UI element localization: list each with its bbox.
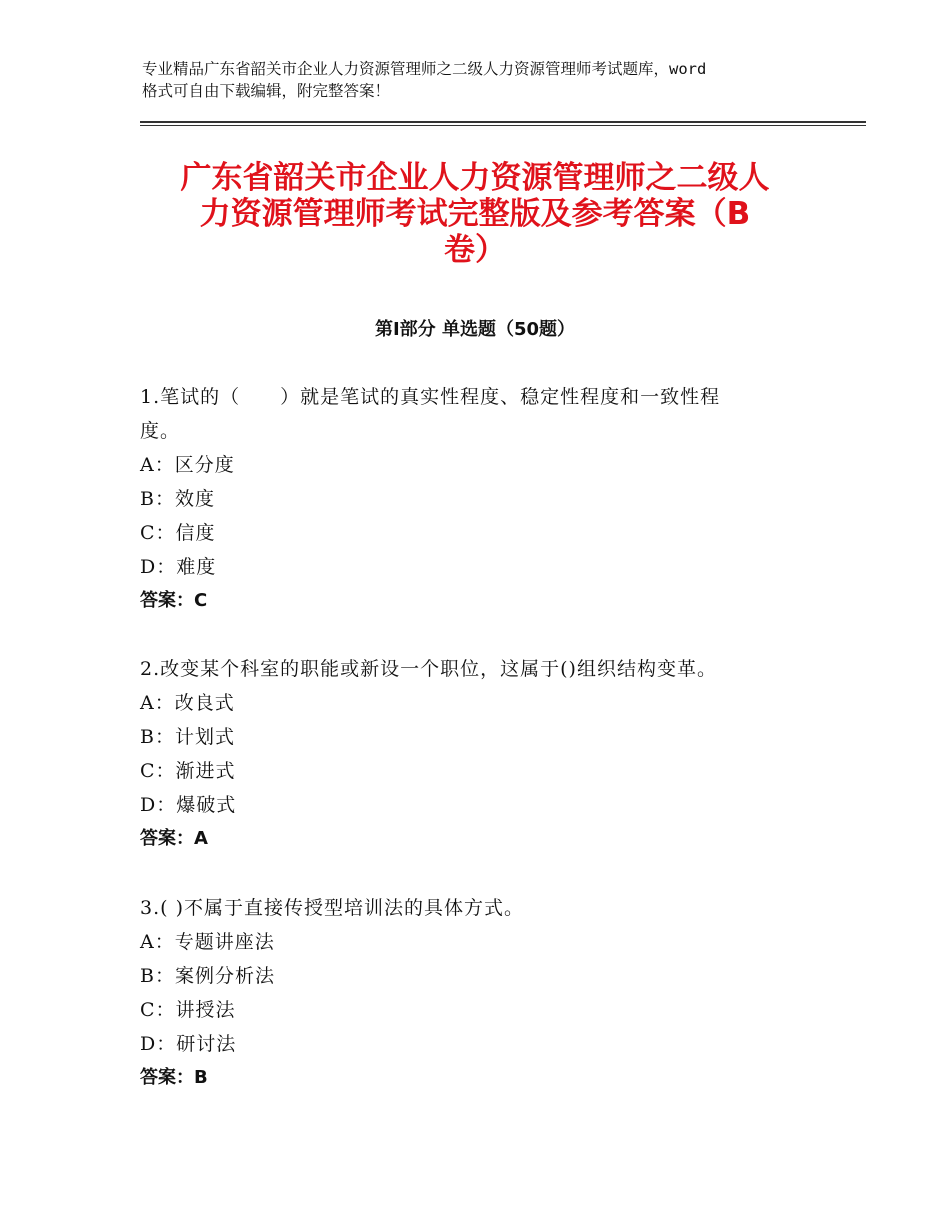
document-title [140, 160, 810, 268]
option-b: B：计划式 [140, 726, 235, 748]
option-b: B：案例分析法 [140, 965, 275, 987]
option-c: C：讲授法 [140, 999, 236, 1021]
answer [140, 584, 820, 618]
answer-label: 答案： [140, 590, 194, 611]
answer-value: A [194, 828, 208, 849]
title-line-2: 力资源管理师考试完整版及参考答案（B [199, 196, 751, 232]
answer [140, 822, 820, 856]
header-note [142, 58, 822, 102]
answer-label: 答案： [140, 1067, 194, 1088]
option-d: D：研讨法 [140, 1033, 237, 1055]
option-d: D：爆破式 [140, 794, 237, 816]
question-3 [140, 891, 820, 1095]
title-line-1: 广东省韶关市企业人力资源管理师之二级人 [180, 160, 770, 196]
header-rule-thick [140, 121, 866, 123]
section-heading: 第Ⅰ部分 单选题（50题） [374, 319, 575, 340]
header-note-line-1: 专业精品广东省韶关市企业人力资源管理师之二级人力资源管理师考试题库，word [142, 60, 707, 78]
question-stem-line-1: 1.笔试的（ ）就是笔试的真实性程度、稳定性程度和一致性程 [140, 386, 721, 408]
answer-value: C [194, 590, 208, 611]
question-2 [140, 652, 820, 856]
answer-label: 答案： [140, 828, 194, 849]
header-note-line-2: 格式可自由下载编辑，附完整答案！ [142, 82, 391, 100]
option-d: D：难度 [140, 556, 217, 578]
title-line-3: 卷） [444, 232, 506, 268]
answer [140, 1061, 820, 1095]
question-stem-line-1: 2.改变某个科室的职能或新设一个职位，这属于()组织结构变革。 [140, 658, 717, 680]
question-stem-line-2: 度。 [140, 420, 181, 442]
option-b: B：效度 [140, 488, 215, 510]
option-a: A：区分度 [140, 454, 235, 476]
option-c: C：渐进式 [140, 760, 236, 782]
question-1 [140, 380, 820, 618]
answer-value: B [194, 1067, 208, 1088]
option-a: A：专题讲座法 [140, 931, 275, 953]
question-stem-line-1: 3.( )不属于直接传授型培训法的具体方式。 [140, 897, 524, 919]
option-a: A：改良式 [140, 692, 235, 714]
option-c: C：信度 [140, 522, 216, 544]
header-rule-thin [140, 125, 866, 126]
